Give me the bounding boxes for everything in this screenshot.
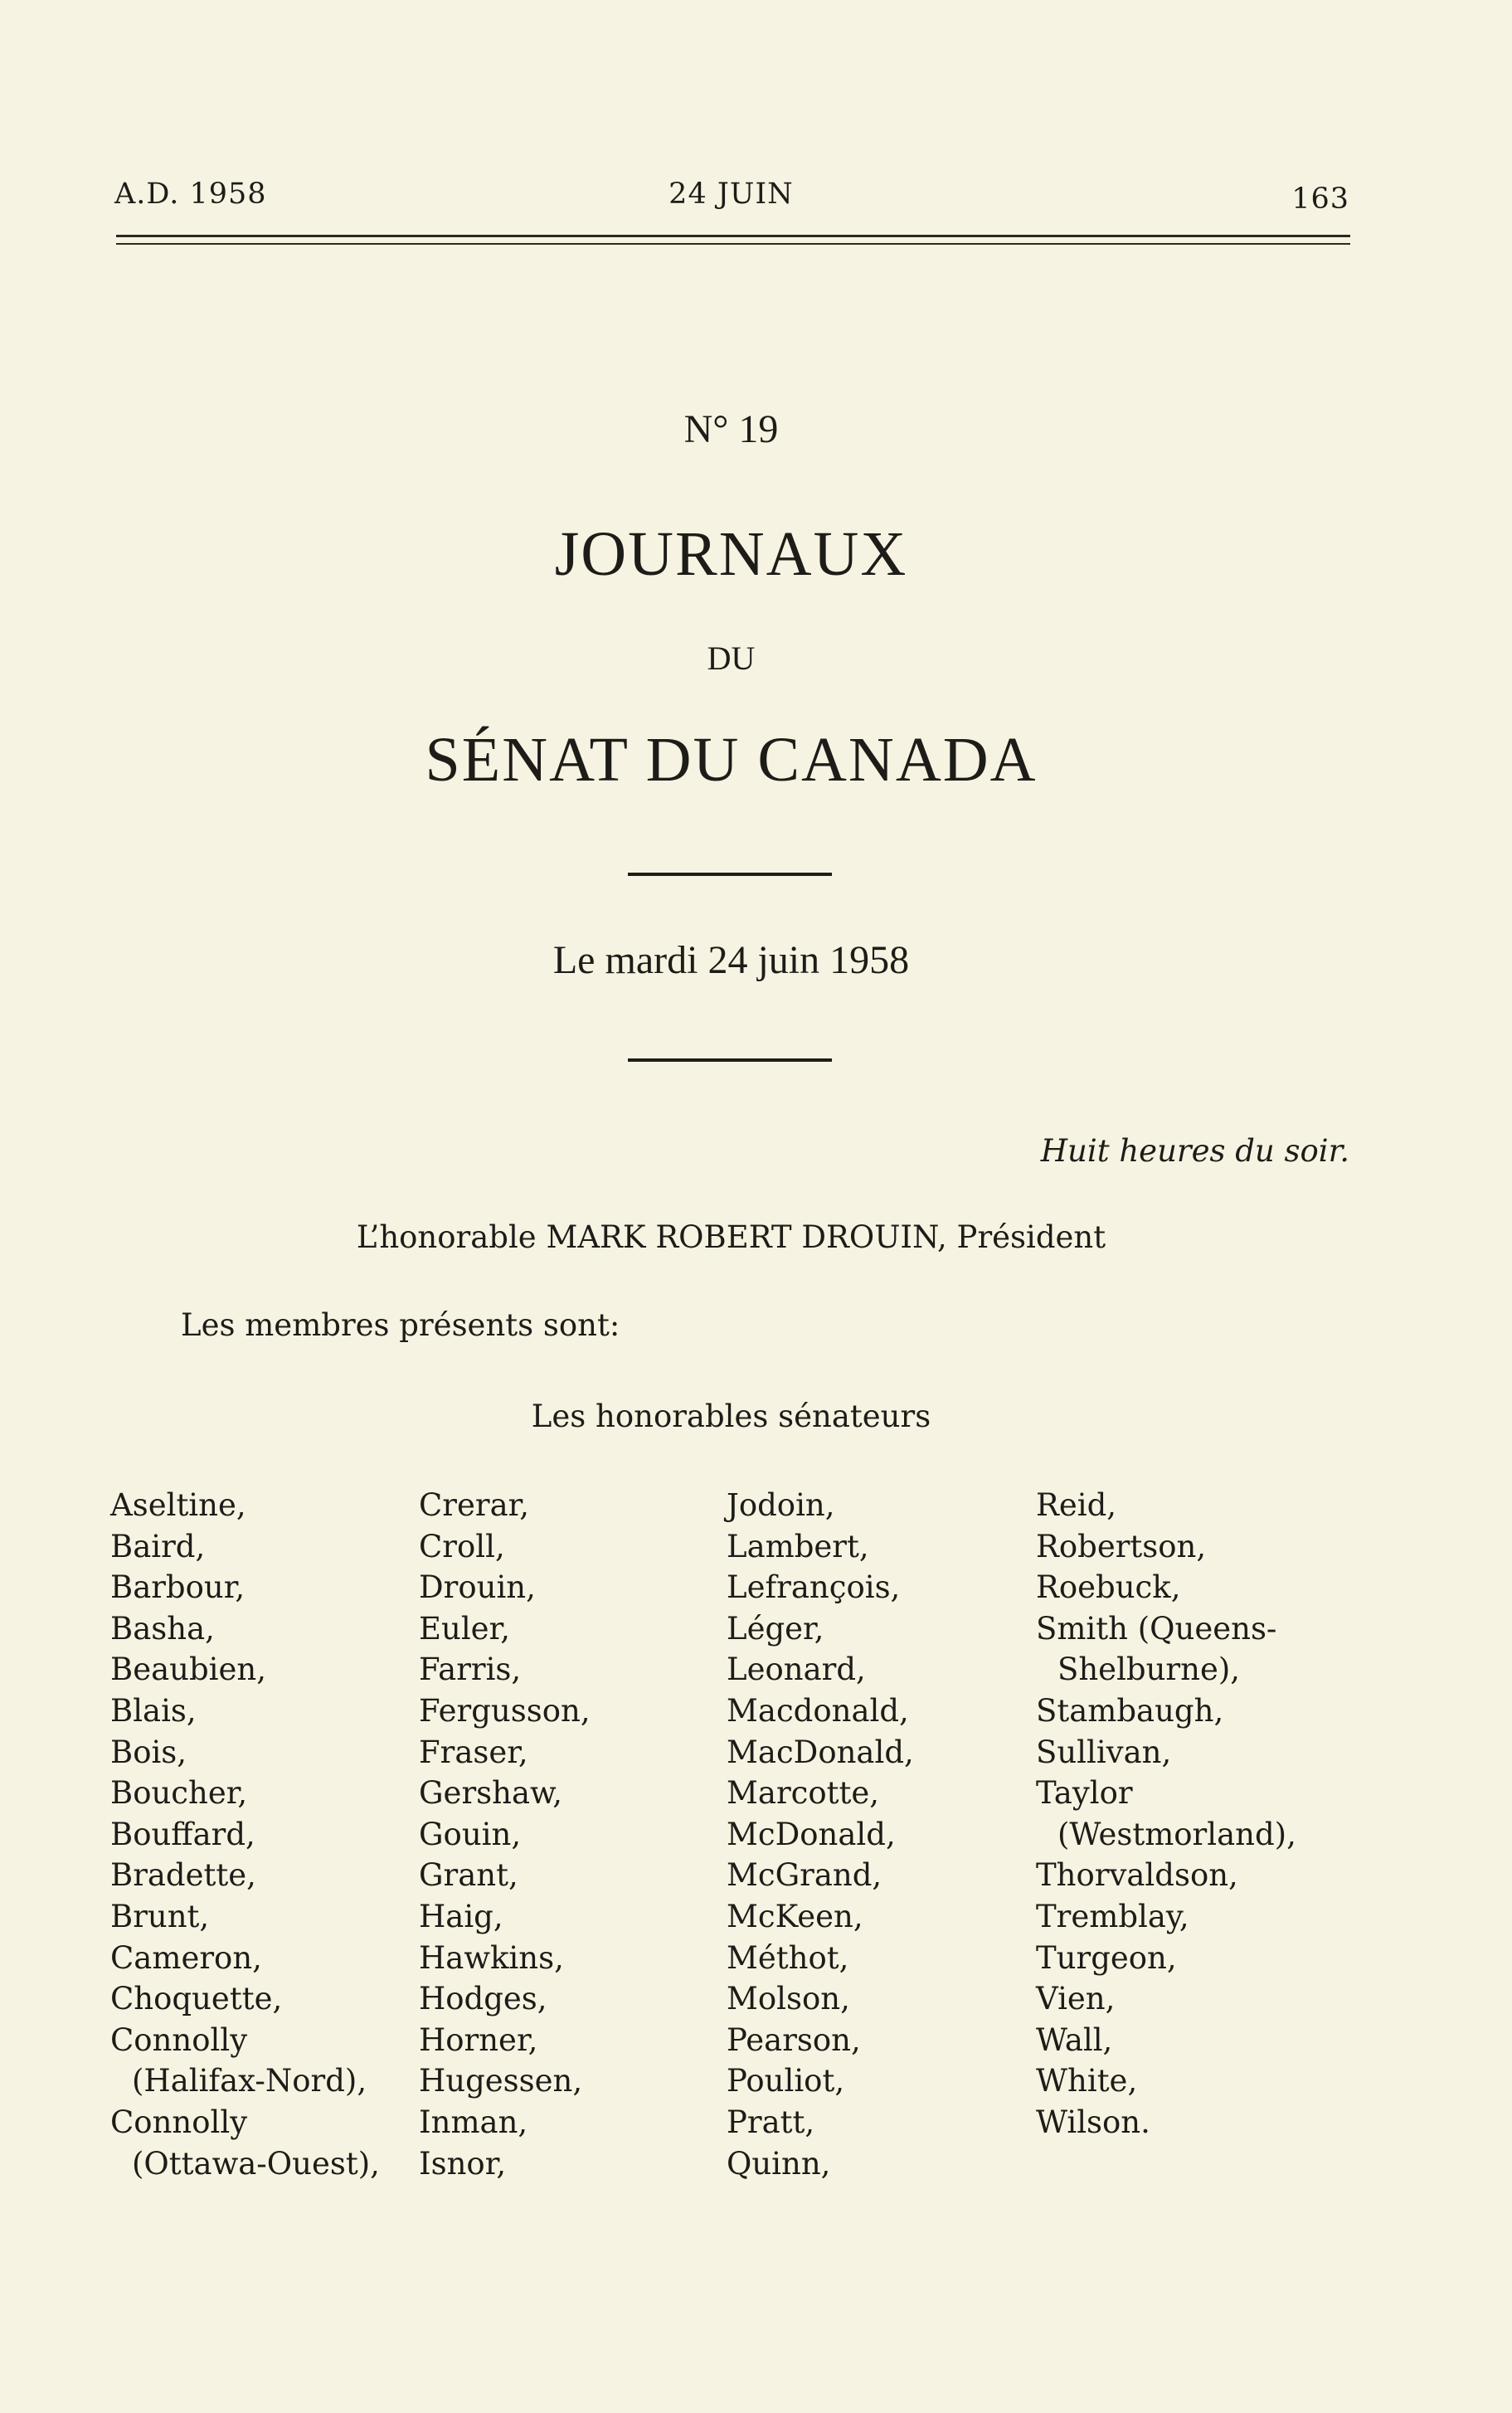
title-du: DU (707, 640, 756, 677)
senator-name: McKeen, (727, 1898, 863, 1934)
senator-name: Gershaw, (419, 1775, 563, 1812)
senator-name: Stambaugh, (1036, 1692, 1224, 1729)
senator-name: Beaubien, (110, 1652, 266, 1688)
title-journaux: JOURNAUX (554, 519, 908, 589)
senator-name: Hugessen, (419, 2063, 583, 2099)
senator-name: Jodoin, (727, 1487, 835, 1523)
senator-name: Smith (Queens- (1036, 1610, 1277, 1647)
senator-name: Shelburne), (1057, 1652, 1241, 1688)
title-divider (628, 873, 832, 876)
senator-name: Molson, (727, 1981, 850, 2017)
senator-name: Quinn, (727, 2145, 831, 2182)
sitting-time: Huit heures du soir. (1040, 1133, 1349, 1169)
senator-name: Brunt, (110, 1898, 210, 1934)
senator-name: (Westmorland), (1057, 1816, 1296, 1852)
senator-name: Pearson, (727, 2021, 861, 2058)
senator-name: Lefrançois, (727, 1569, 901, 1606)
senator-name: Haig, (419, 1898, 503, 1934)
page-number: 163 (1291, 182, 1349, 216)
members-intro: Les membres présents sont: (181, 1307, 620, 1343)
running-head-year: A.D. 1958 (114, 178, 267, 211)
senator-name: Basha, (110, 1610, 215, 1647)
senators-heading: Les honorables sénateurs (531, 1399, 931, 1434)
senator-name: Turgeon, (1036, 1939, 1177, 1976)
senator-name: Farris, (419, 1652, 522, 1688)
senator-name: Taylor (1036, 1775, 1133, 1812)
senator-name: McGrand, (727, 1857, 882, 1894)
senator-name: (Halifax-Nord), (132, 2063, 367, 2099)
senator-name: Roebuck, (1036, 1569, 1181, 1606)
issue-number (0, 406, 1462, 452)
senator-name: Fergusson, (419, 1692, 591, 1729)
senator-name: Sullivan, (1036, 1734, 1172, 1770)
senator-name: Tremblay, (1036, 1898, 1189, 1934)
senator-name: Crerar, (419, 1487, 530, 1523)
header-rule-secondary (116, 243, 1350, 245)
senator-name: Macdonald, (727, 1692, 909, 1729)
senator-name: Fraser, (419, 1734, 528, 1770)
senator-name: Grant, (419, 1857, 518, 1894)
senator-name: Inman, (419, 2104, 528, 2140)
sitting-date: Le mardi 24 juin 1958 (552, 938, 910, 982)
senator-name: Aseltine, (110, 1487, 246, 1523)
senator-name: MacDonald, (727, 1734, 914, 1770)
senator-name: Hodges, (419, 1981, 547, 2017)
president-line: L’honorable MARK ROBERT DROUIN, Président (356, 1219, 1106, 1255)
senator-name: Léger, (727, 1610, 824, 1647)
senators-column-4 (1036, 1485, 1296, 2143)
date-divider (628, 1058, 832, 1062)
issue-prefix: N° (683, 407, 729, 451)
senator-name: Pratt, (727, 2104, 815, 2140)
senator-name: Drouin, (419, 1569, 536, 1606)
senator-name: Horner, (419, 2021, 538, 2058)
senator-name: Euler, (419, 1610, 510, 1647)
senator-name: Wall, (1036, 2021, 1113, 2058)
senators-column-1 (110, 1485, 380, 2184)
senator-name: Isnor, (419, 2145, 507, 2182)
senator-name: Connolly (110, 2021, 248, 2058)
header-rule (116, 235, 1350, 237)
senator-name: Robertson, (1036, 1528, 1207, 1564)
senator-name: Bois, (110, 1734, 187, 1770)
running-head-date: 24 JUIN (668, 178, 794, 211)
senator-name: Connolly (110, 2104, 248, 2140)
senator-name: Bradette, (110, 1857, 256, 1894)
senator-name: Cameron, (110, 1939, 262, 1976)
issue-number-value: 19 (738, 407, 779, 451)
senator-name: Blais, (110, 1692, 197, 1729)
senator-name: Reid, (1036, 1487, 1117, 1523)
senator-name: White, (1036, 2063, 1138, 2099)
senator-name: Pouliot, (727, 2063, 845, 2099)
senator-name: Thorvaldson, (1036, 1857, 1238, 1894)
senator-name: Gouin, (419, 1816, 522, 1852)
senator-name: Boucher, (110, 1775, 248, 1812)
senator-name: Choquette, (110, 1981, 283, 2017)
senator-name: Vien, (1036, 1981, 1116, 2017)
senator-name: Leonard, (727, 1652, 866, 1688)
senator-name: Marcotte, (727, 1775, 880, 1812)
senator-name: Méthot, (727, 1939, 849, 1976)
senators-column-2 (419, 1485, 591, 2184)
senator-name: Wilson. (1036, 2104, 1150, 2140)
senator-name: (Ottawa-Ouest), (132, 2145, 380, 2182)
senators-column-3 (727, 1485, 914, 2184)
senator-name: Croll, (419, 1528, 505, 1564)
senator-name: Lambert, (727, 1528, 869, 1564)
senator-name: McDonald, (727, 1816, 896, 1852)
senator-name: Hawkins, (419, 1939, 564, 1976)
title-senat: SÉNAT DU CANADA (425, 725, 1038, 795)
senator-name: Bouffard, (110, 1816, 255, 1852)
senator-name: Baird, (110, 1528, 206, 1564)
senator-name: Barbour, (110, 1569, 246, 1606)
